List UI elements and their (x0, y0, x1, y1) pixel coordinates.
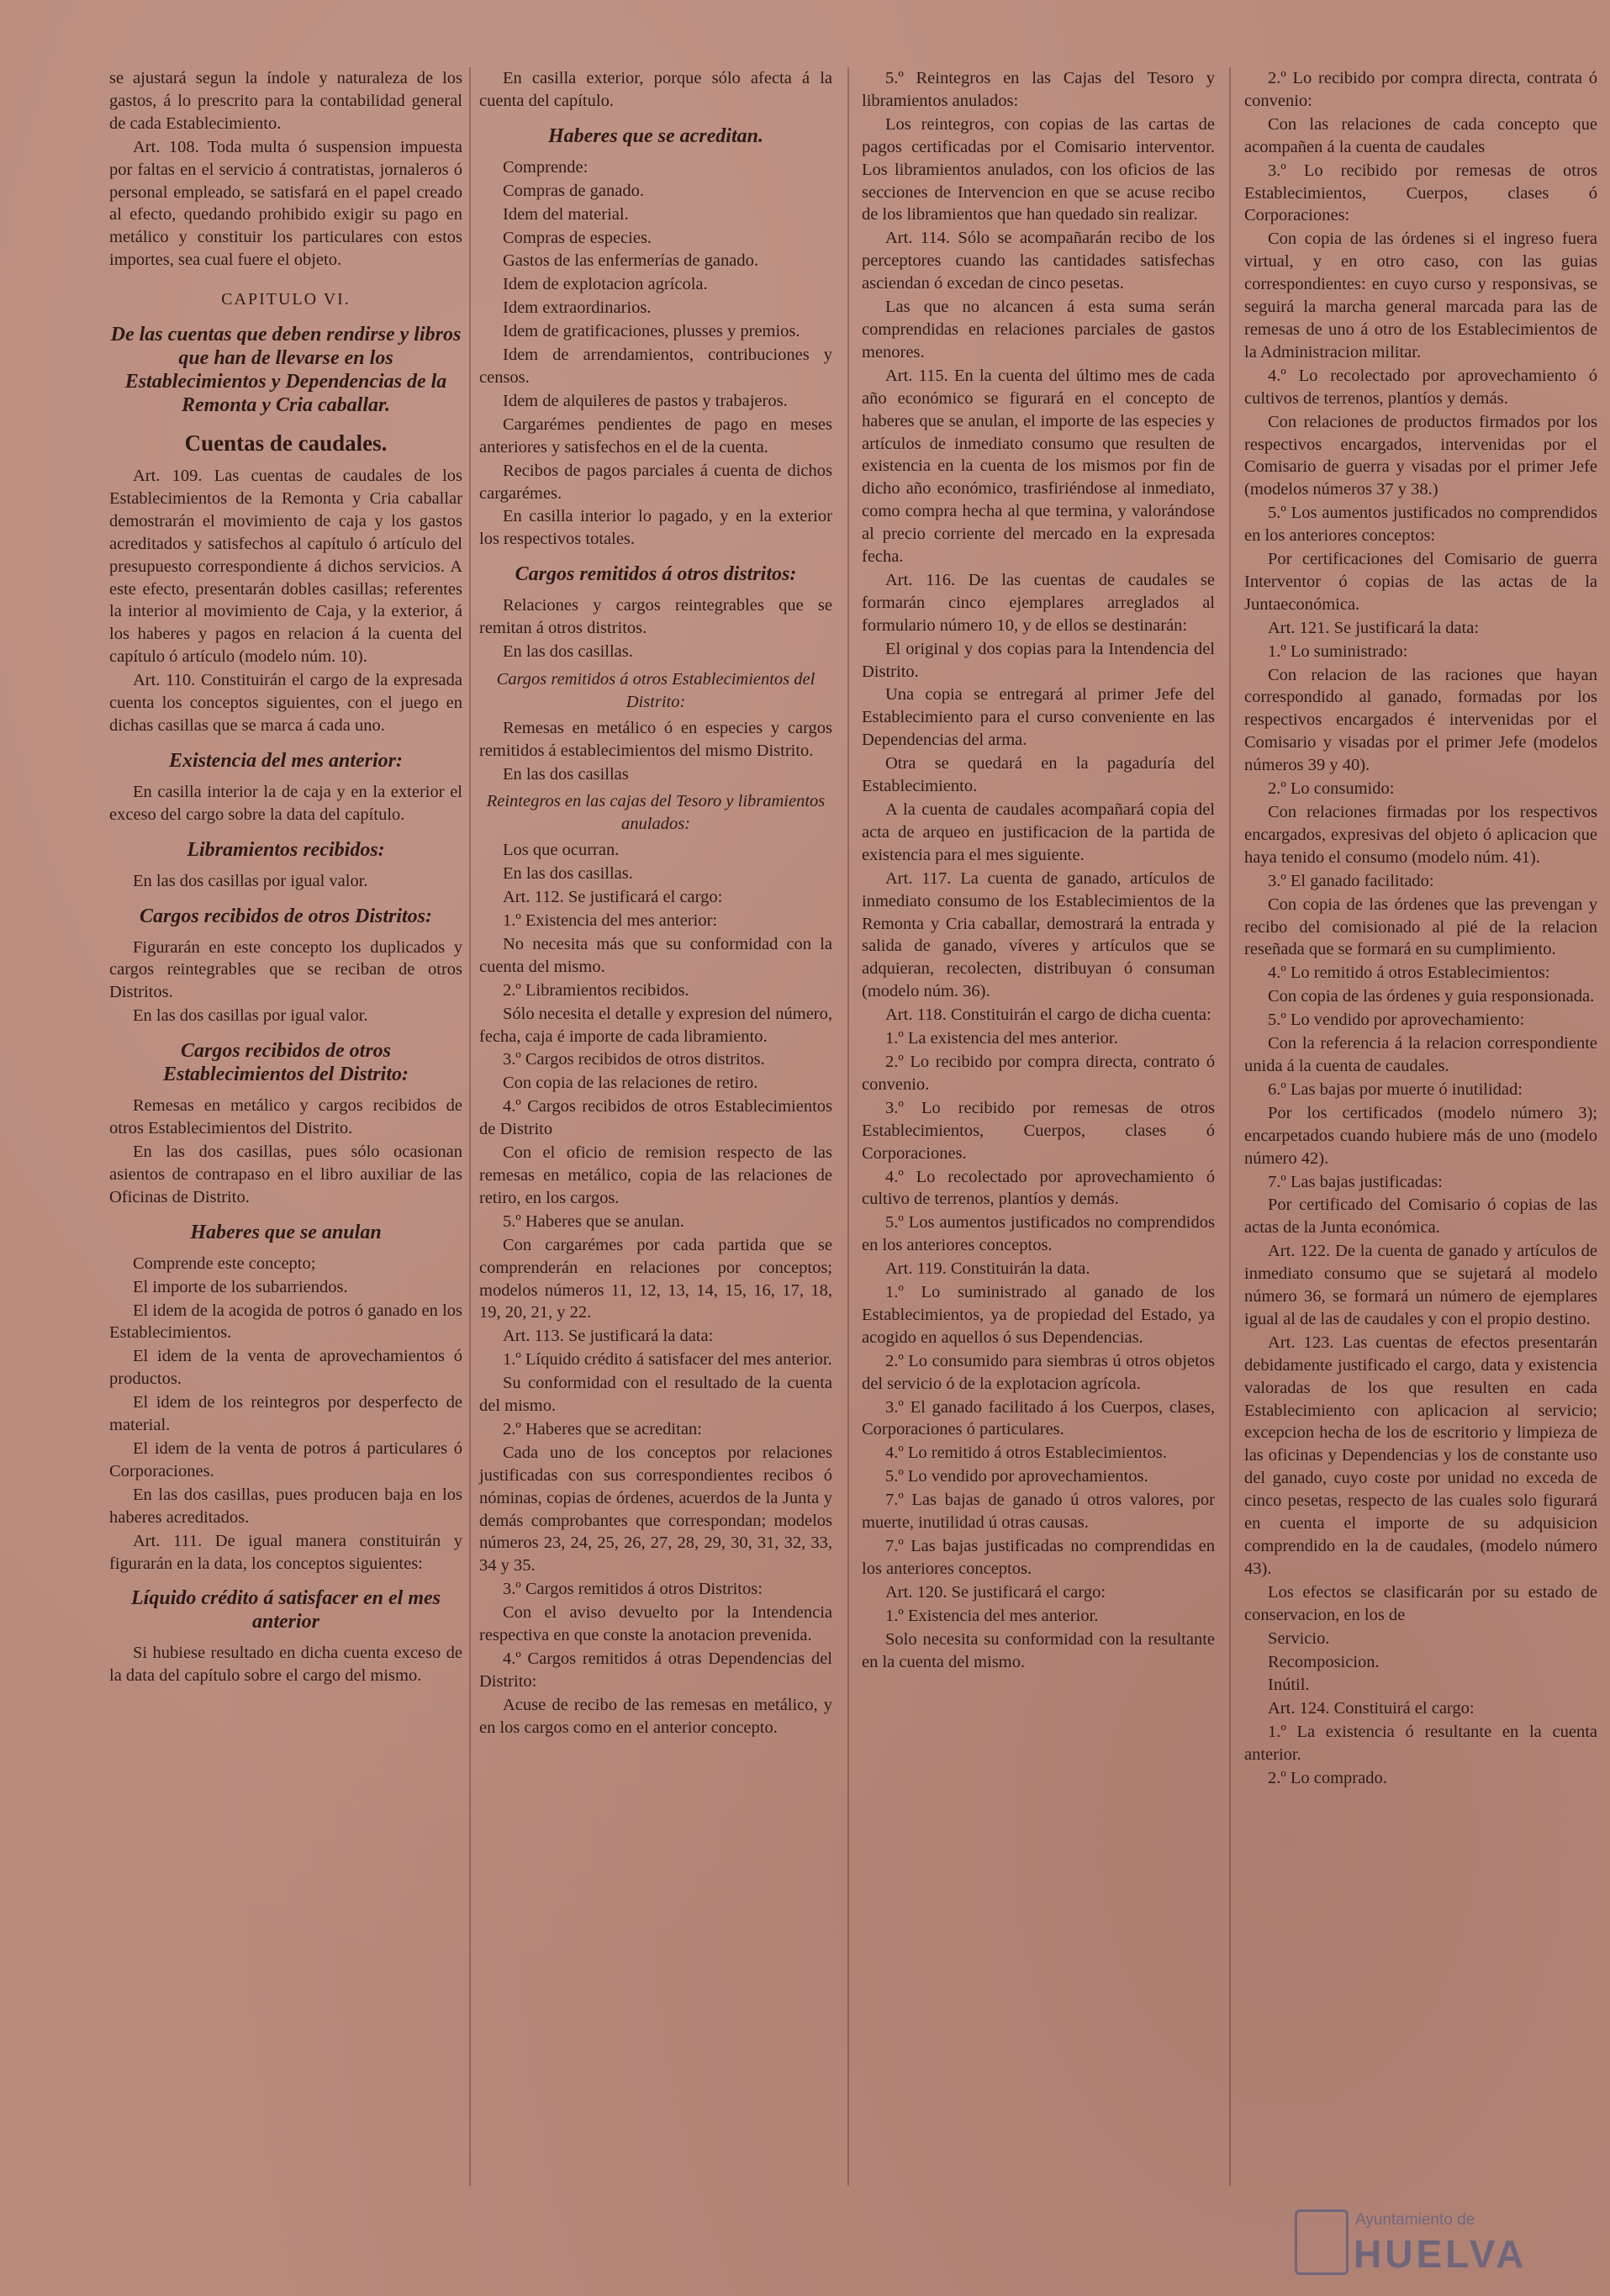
paragraph: 4.º Cargos remitidos á otras Dependencias del Distrito: (479, 1649, 832, 1691)
paragraph: Idem de gratificaciones, plusses y premios. (503, 322, 800, 341)
paragraph: Art. 108. Toda multa ó suspension impuesta por faltas en el servicio á contratistas, jornaleros ó personal empleado, se satisfará en el papel creado al efecto, quedando prohibido exigir su pago en metálico y constituir los particulares con estos importes, sea cual fuere el objeto. (109, 137, 462, 270)
paragraph: 1.º Lo suministrado: (1268, 641, 1408, 661)
column-rule (847, 67, 849, 2186)
paragraph: 3.º El ganado facilitado: (1268, 871, 1434, 890)
watermark-line-2: HUELVA (1354, 2232, 1528, 2276)
paragraph: 4.º Lo recolectado por aprovechamiento ó cultivos de terrenos, plantíos y demás. (1244, 366, 1597, 408)
paragraph: 1.º Existencia del mes anterior: (503, 911, 718, 930)
paragraph: 5.º Reintegros en las Cajas del Tesoro y libramientos anulados: (862, 69, 1215, 110)
section-heading: Existencia del mes anterior: (169, 749, 403, 772)
paragraph: Con copia de las órdenes y guia responsionada. (1268, 987, 1595, 1006)
paragraph: Art. 120. Se justificará el cargo: (885, 1582, 1106, 1602)
paragraph: Por certificaciones del Comisario de guerra Interventor ó copias de las actas de la Juntaeconómica. (1244, 550, 1597, 614)
paragraph: Art. 110. Constituirán el cargo de la expresada cuenta los conceptos siguientes, con el juego en dichas casillas que se marca á cada uno. (109, 671, 462, 735)
paragraph: Remesas en metálico ó en especies y cargos remitidos á establecimientos del mismo Distrito. (479, 718, 832, 760)
paragraph: Art. 119. Constituirán la data. (885, 1259, 1090, 1279)
paragraph: 2.º Lo recibido por compra directa, contrata ó convenio: (1244, 69, 1597, 110)
paragraph: 5.º Lo vendido por aprovechamientos. (885, 1467, 1148, 1486)
paragraph: Art. 115. En la cuenta del último mes de cada año económico se figurará en el concepto de haberes que se anulan, el importe de las especies y artículos de inmediato consumo que resulten de existencia en la cuenta de los mismos por fin de dicho año económico, trasfiriéndose al inmediato, como compra hecha al que termina, y valorándose al precio corriente del mercado en la expresada fecha. (862, 366, 1215, 567)
paragraph: Art. 114. Sólo se acompañarán recibo de los perceptores cuando las cantidades satisfechas asciendan ó excedan de cinco pesetas. (862, 229, 1215, 293)
paragraph: 5.º Lo vendido por aprovechamiento: (1268, 1011, 1525, 1030)
subheading: Reintegros en las cajas del Tesoro y libramientos anulados: (486, 792, 826, 834)
paragraph: 5.º Los aumentos justificados no comprendidos en los anteriores conceptos: (1244, 504, 1597, 546)
column-rule (1229, 67, 1231, 2186)
paragraph: No necesita más que su conformidad con la cuenta del mismo. (479, 934, 832, 976)
paragraph: Compras de ganado. (503, 181, 644, 200)
paragraph: Recomposicion. (1268, 1652, 1380, 1671)
paragraph: Art. 116. De las cuentas de caudales se formarán cinco ejemplares arreglados al formulario número 10, y de ellos se destinarán: (862, 570, 1215, 635)
paragraph: Idem de arrendamientos, contribuciones y censos. (479, 346, 832, 387)
paragraph: 6.º Las bajas por muerte ó inutilidad: (1268, 1079, 1523, 1099)
column-rule (469, 67, 471, 2186)
paragraph: Una copia se entregará al primer Jefe del Establecimiento para el curso conveniente en las Dependencias del arma. (862, 685, 1215, 750)
paragraph: Art. 112. Se justificará el cargo: (503, 888, 723, 907)
paragraph: El idem de los reintegros por desperfecto de material. (109, 1393, 462, 1435)
paragraph: Gastos de las enfermerías de ganado. (503, 251, 758, 271)
paragraph: Los que ocurran. (503, 841, 620, 860)
text-column-3 (862, 67, 1215, 1674)
paragraph: Art. 122. De la cuenta de ganado y artículos de inmediato consumo que se sujetará al modelo número 36, se formará un número de ejemplares igual al de las de caudales y con el propio destino. (1244, 1242, 1597, 1328)
paragraph: En las dos casillas, pues sólo ocasionan asientos de contrapaso en el libro auxiliar de las Oficinas de Distrito. (109, 1143, 462, 1206)
paragraph: Con el oficio de remision respecto de las remesas en metálico, copia de las relaciones de retiro, en los cargos. (479, 1143, 832, 1207)
paragraph: En casilla exterior, porque sólo afecta á la cuenta del capítulo. (479, 69, 832, 110)
paragraph: El idem de la venta de potros á particulares ó Corporaciones. (109, 1438, 462, 1481)
paragraph: 3.º El ganado facilitado á los Cuerpos, clases, Corporaciones ó particulares. (862, 1397, 1215, 1439)
section-heading: Cargos recibidos de otros Establecimientos del Distrito: (163, 1040, 409, 1086)
paragraph: Las que no alcancen á esta suma serán comprendidas en relaciones parciales de gastos menores. (862, 298, 1215, 362)
subheading: Cargos remitidos á otros Establecimientos del Distrito: (496, 669, 816, 711)
paragraph: 2.º Libramientos recibidos. (503, 980, 689, 1000)
paragraph: Comprende: (503, 157, 589, 177)
paragraph: En las dos casillas. (503, 864, 633, 884)
paragraph: Otra se quedará en la pagaduría del Establecimiento. (862, 754, 1215, 796)
paragraph: En las dos casillas por igual valor. (133, 1006, 368, 1026)
section-title: Cuentas de caudales. (184, 430, 388, 457)
paragraph: Remesas en metálico y cargos recibidos de otros Establecimientos del Distrito. (109, 1096, 462, 1138)
paragraph: A la cuenta de caudales acompañará copia del acta de arqueo en justificacion de la partida de existencia para el mes siguiente. (862, 800, 1215, 864)
paragraph: Art. 113. Se justificará la data: (503, 1327, 714, 1346)
paragraph: se ajustará segun la índole y naturaleza de los gastos, á lo prescrito para la contabilidad general de cada Establecimiento. (109, 69, 462, 133)
paragraph: 1.º Líquido crédito á satisfacer del mes anterior. (503, 1350, 832, 1370)
paragraph: 3.º Lo recibido por remesas de otros Establecimientos, Cuerpos, clases ó Corporaciones: (1244, 161, 1597, 225)
paragraph: El idem de la acogida de potros ó ganado en los Establecimientos. (109, 1301, 462, 1343)
paragraph: Su conformidad con el resultado de la cuenta del mismo. (479, 1374, 832, 1416)
paragraph: Con copia de las relaciones de retiro. (503, 1074, 758, 1093)
paragraph: 5.º Los aumentos justificados no comprendidos en los anteriores conceptos. (862, 1213, 1215, 1255)
paragraph: Con relaciones de productos firmados por los respectivos encargados, intervenidas por el Comisario de guerra y visadas por el primer Jefe (modelos números 37 y 38.) (1244, 412, 1597, 499)
paragraph: Por los certificados (modelo número 3); encarpetados cuando hubiere más de uno (modelo número 42). (1244, 1103, 1597, 1168)
paragraph: Cargarémes pendientes de pago en meses anteriores y satisfechos en el de la cuenta. (479, 414, 832, 457)
section-heading: Cargos remitidos á otros distritos: (515, 563, 797, 586)
paragraph: En las dos casillas (503, 764, 629, 784)
paragraph: 4.º Lo remitido á otros Establecimientos. (885, 1444, 1167, 1463)
chapter-heading: CAPITULO VI. (221, 290, 351, 309)
paragraph: Con el aviso devuelto por la Intendencia respectiva en que conste la anotacion prevenida. (479, 1603, 832, 1645)
section-heading: Haberes que se anulan (190, 1221, 382, 1243)
paragraph: Idem de alquileres de pastos y trabajeros. (503, 391, 788, 410)
paragraph: El original y dos copias para la Intendencia del Distrito. (862, 639, 1215, 681)
paragraph: 1.º Lo suministrado al ganado de los Establecimientos, ya de propiedad del Estado, ya acogido en aquellos ó sus Dependencias. (862, 1283, 1215, 1347)
paragraph: Art. 123. Las cuentas de efectos presentarán debidamente justificado el cargo, data y existencia valoradas de los que resulten en cada Establecimiento con aplicacion al servicio; excepcion hecha de los de escritorio y limpieza de las oficinas y Dependencias y los de constante uso del ganado, cuyo coste por unidad no exceda de cinco pesetas, respecto de las cuales solo figurará en cuenta el importe de su adquisicion comprendido en la de caudales, (modelo número 43). (1244, 1333, 1597, 1578)
paragraph: Compras de especies. (503, 228, 652, 247)
paragraph: Figurarán en este concepto los duplicados y cargos reintegrables que se reciban de otros Distritos. (109, 937, 462, 1002)
paragraph: Los reintegros, con copias de las cartas de pagos certificadas por el Comisario interventor. Los libramientos anulados, con los oficios de las secciones de Intervencion en que se acuse recibo de los libramientos que han quedado sin realizar. (862, 114, 1215, 224)
paragraph: Con copia de las órdenes que las prevengan y recibo del comisionado al pié de la relacion reseñada que se formará en su cumplimiento. (1244, 895, 1597, 959)
paragraph: El idem de la venta de aprovechamientos ó productos. (109, 1347, 462, 1389)
text-column-1 (109, 67, 462, 1688)
paragraph: Idem de explotacion agrícola. (503, 275, 708, 294)
paragraph: 1.º La existencia del mes anterior. (885, 1029, 1118, 1048)
section-heading: Líquido crédito á satisfacer en el mes anterior (131, 1587, 441, 1634)
paragraph: Con las relaciones de cada concepto que acompañen á la cuenta de caudales (1244, 114, 1597, 156)
section-heading: Cargos recibidos de otros Distritos: (139, 905, 433, 927)
city-crest-icon (1295, 2209, 1349, 2275)
paragraph: 1.º Existencia del mes anterior. (885, 1606, 1099, 1625)
paragraph: En casilla interior la de caja y en la exterior el exceso del cargo sobre la data del capítulo. (109, 782, 462, 824)
section-heading: Libramientos recibidos: (187, 838, 385, 861)
paragraph: Art. 117. La cuenta de ganado, artículos de inmediato consumo de los Establecimientos de la Remonta y Cria caballar, demostrará la entrada y salida de ganado, víveres y artículos que se adquieran, recolecten, distribuyan ó consuman (modelo núm. 36). (862, 868, 1215, 1001)
paragraph: 5.º Haberes que se anulan. (503, 1211, 684, 1231)
paragraph: En casilla interior lo pagado, y en la exterior los respectivos totales. (479, 507, 832, 549)
paragraph: Idem extraordinarios. (503, 298, 652, 318)
paragraph: Con copia de las órdenes si el ingreso fuera virtual, y en otro caso, con las guias correspondientes: en cuyo curso y responsivas, se seguirá la marcha general marcada para las de remesas de uno á otro de los Establecimientos de la Administracion militar. (1244, 230, 1597, 362)
paragraph: Con relacion de las raciones que hayan correspondido al ganado, formadas por los respectivos encargados é intervenidas por el Comisario y visadas por el primer Jefe (modelos números 39 y 40). (1244, 665, 1597, 775)
paragraph: 7.º Las bajas justificadas no comprendidas en los anteriores conceptos. (862, 1537, 1215, 1578)
section-heading: Haberes que se acreditan. (548, 124, 763, 147)
paragraph: Art. 121. Se justificará la data: (1268, 618, 1480, 637)
paragraph: 7.º Las bajas justificadas: (1268, 1172, 1443, 1191)
paragraph: Comprende este concepto; (133, 1254, 316, 1273)
paragraph: 3.º Cargos remitidos á otros Distritos: (503, 1580, 763, 1599)
paragraph: Los efectos se clasificarán por su estado de conservacion, en los de (1244, 1582, 1597, 1624)
paragraph: Recibos de pagos parciales á cuenta de dichos cargarémes. (479, 461, 832, 503)
paragraph: 4.º Lo recolectado por aprovechamiento ó cultivo de terrenos, plantíos y demás. (862, 1167, 1215, 1209)
paragraph: 3.º Cargos recibidos de otros distritos. (503, 1050, 765, 1069)
paragraph: Inútil. (1268, 1676, 1310, 1695)
paragraph: Servicio. (1268, 1628, 1330, 1648)
paragraph: Si hubiese resultado en dicha cuenta exceso de la data del capítulo sobre el cargo del mismo. (109, 1644, 462, 1686)
paragraph: 7.º Las bajas de ganado ú otros valores, por muerte, inutilidad ú otras causas. (862, 1491, 1215, 1533)
paragraph: Sólo necesita el detalle y expresion del número, fecha, caja é importe de cada libramiento. (479, 1004, 832, 1046)
section-heading: De las cuentas que deben rendirse y libros que han de llevarse en los Establecimientos y Dependencias de la Remonta y Cria caballar. (110, 324, 462, 417)
paragraph: 2.º Lo recibido por compra directa, contrato ó convenio. (862, 1052, 1215, 1094)
archive-watermark-logo (1295, 2203, 1564, 2278)
paragraph: Relaciones y cargos reintegrables que se remitan á otros distritos. (479, 596, 832, 638)
paragraph: Art. 111. De igual manera constituirán y figurarán en la data, los conceptos siguientes: (109, 1531, 462, 1573)
paragraph: Cada uno de los conceptos por relaciones justificadas con sus correspondientes recibos ó nóminas, copias de órdenes, acuerdos de la Junta y demás comprobantes que correspondan; modelos números 23, 24, 25, 26, 27, 28, 29, 30, 31, 32, 33, 34 y 35. (479, 1443, 832, 1576)
paragraph: 1.º La existencia ó resultante en la cuenta anterior. (1244, 1723, 1597, 1765)
paragraph: En las dos casillas, pues producen baja en los haberes acreditados. (109, 1485, 462, 1527)
text-column-2 (479, 67, 832, 1740)
paragraph: 2.º Lo comprado. (1268, 1769, 1387, 1788)
paragraph: 2.º Lo consumido: (1268, 779, 1395, 799)
paragraph: Art. 109. Las cuentas de caudales de los Establecimientos de la Remonta y Cria caballar demostrarán el movimiento de caja y los gastos acreditados y satisfechos al capítulo ó artículo del presupuesto correspondiente á dichos servicios. A este efecto, presentarán dobles casillas; referentes la interior al movimiento de Caja, y la exterior, á los haberes y pagos en relacion á la cuenta del capítulo ó artículo (modelo núm. 10). (109, 466, 462, 667)
paragraph: 2.º Lo consumido para siembras ú otros objetos del servicio ó de la explotacion agrícola. (862, 1351, 1215, 1393)
paragraph: 4.º Lo remitido á otros Establecimientos: (1268, 963, 1550, 983)
paragraph: Art. 118. Constituirán el cargo de dicha cuenta: (885, 1005, 1211, 1025)
paragraph: Con cargarémes por cada partida que se comprenderán en relaciones por conceptos; modelos números 11, 12, 13, 14, 15, 16, 17, 18, 19, 20, 21, y 22. (479, 1235, 832, 1322)
paragraph: Por certificado del Comisario ó copias de las actas de la Junta económica. (1244, 1196, 1597, 1238)
paragraph: El importe de los subarriendos. (133, 1277, 348, 1296)
paragraph: Solo necesita su conformidad con la resultante en la cuenta del mismo. (862, 1629, 1215, 1671)
paragraph: 4.º Cargos recibidos de otros Establecimientos de Distrito (479, 1097, 832, 1139)
paragraph: En las dos casillas. (503, 642, 633, 662)
paragraph: Acuse de recibo de las remesas en metálico, y en los cargos como en el anterior concepto. (479, 1695, 832, 1737)
text-column-4 (1244, 67, 1597, 1791)
watermark-line-1: Ayuntamiento de (1355, 2211, 1475, 2229)
paragraph: 3.º Lo recibido por remesas de otros Establecimientos, Cuerpos, clases ó Corporaciones. (862, 1098, 1215, 1163)
paragraph: Art. 124. Constituirá el cargo: (1268, 1699, 1475, 1718)
paragraph: Idem del material. (503, 204, 629, 224)
paragraph: En las dos casillas por igual valor. (133, 871, 368, 890)
paragraph: Con la referencia á la relacion correspondiente unida á la cuenta de caudales. (1244, 1034, 1597, 1075)
paragraph: 2.º Haberes que se acreditan: (503, 1419, 702, 1438)
paragraph: Con relaciones firmadas por los respectivos encargados, expresivas del objeto ó aplicacion que haya tenido el consumo (modelo núm. 41). (1244, 803, 1597, 867)
